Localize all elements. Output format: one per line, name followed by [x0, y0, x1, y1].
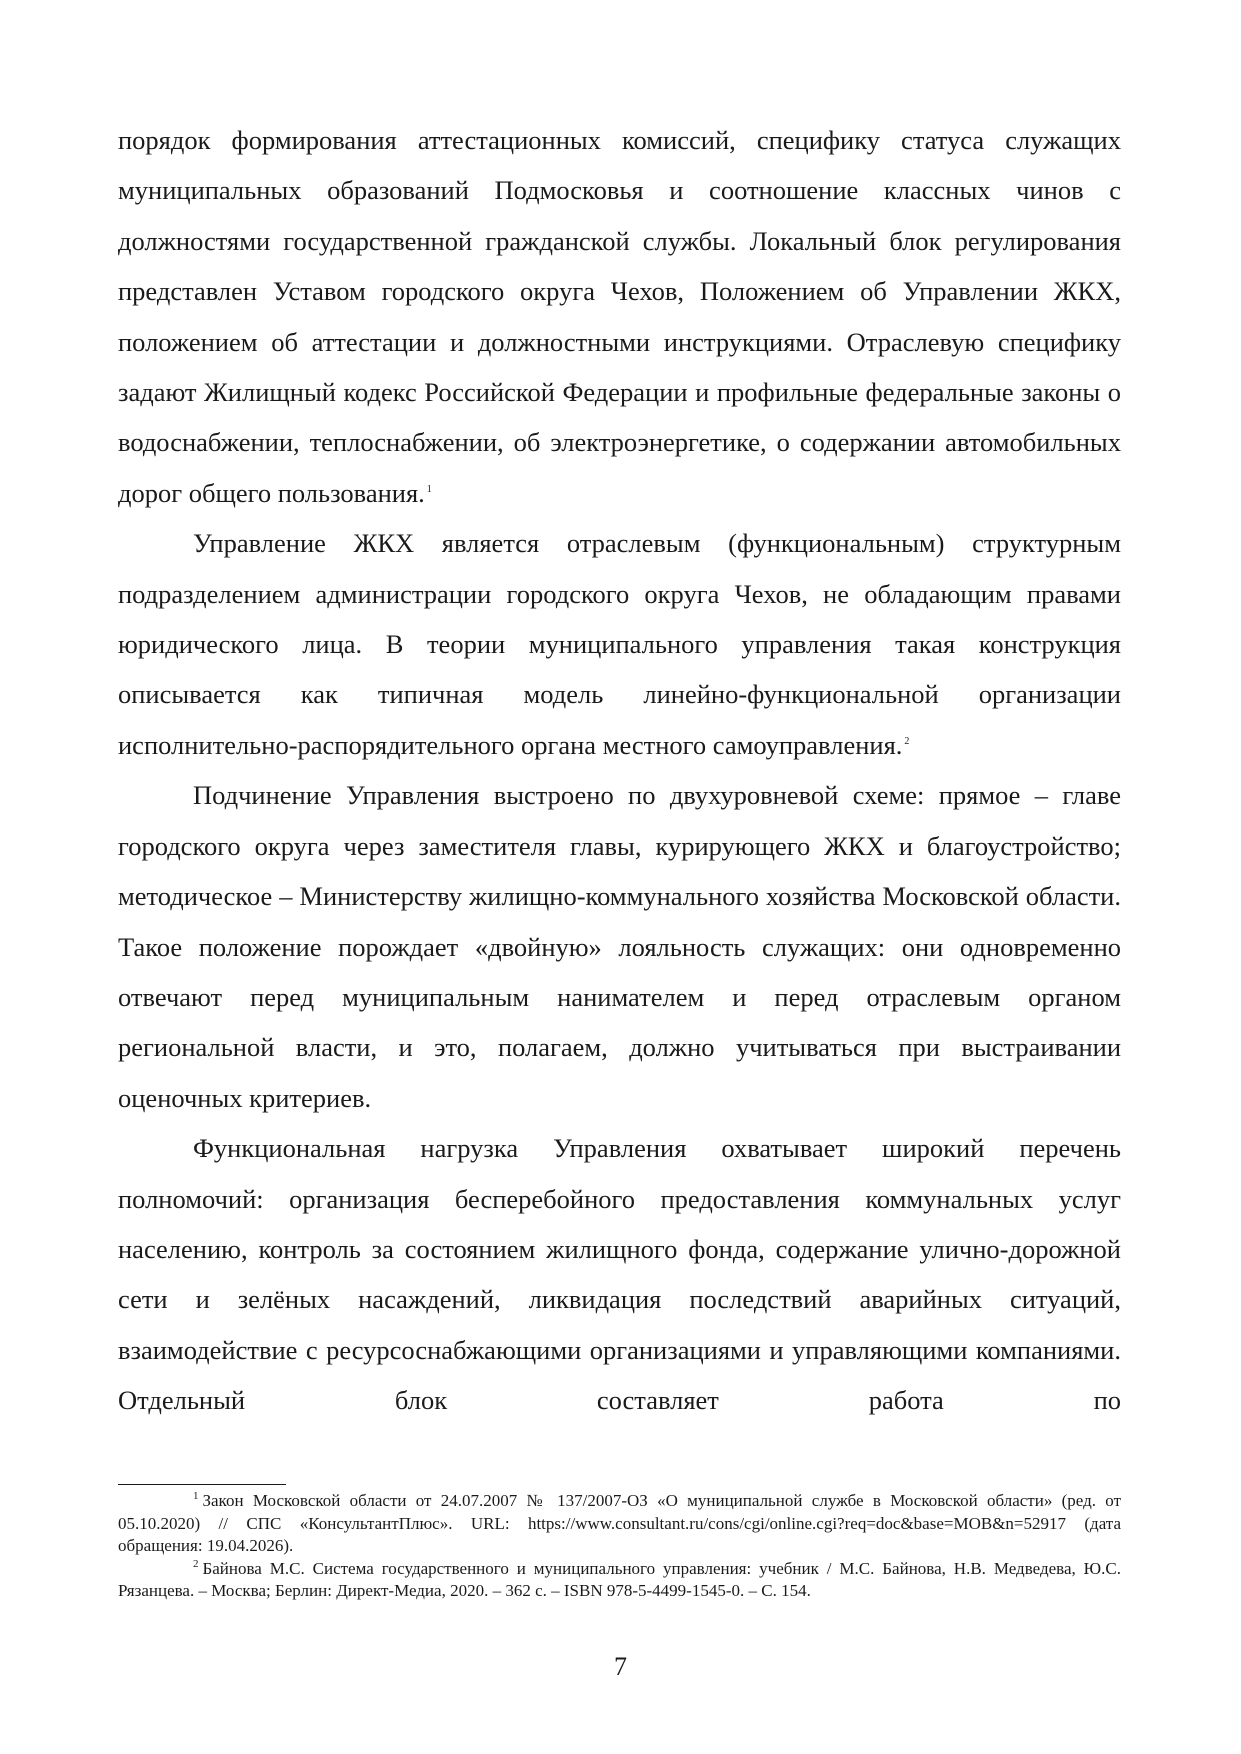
footnote-1: [118, 1490, 1121, 1558]
footnotes: [118, 1490, 1121, 1603]
paragraph-2: [118, 518, 1121, 770]
paragraph-1-text: порядок формирования аттестационных комиссий, специфику статуса служащих муниципальных образований Подмосковья и соотношение классных чинов с должностями государственной гражданской службы. Локальный блок регулирования представлен Уставом городского округа Чехов, Положением об Управлении ЖКХ, положением об аттестации и должностными инструкциями. Отраслевую специфику задают Жилищный кодекс Российской Федерации и профильные федеральные законы о водоснабжении, теплоснабжении, об электроэнергетике, о содержании автомобильных дорог общего пользования.: [118, 125, 1121, 508]
footnote-1-number: 1: [193, 1490, 199, 1503]
body-text: [118, 115, 1121, 1426]
paragraph-4: [118, 1123, 1121, 1425]
footnote-ref-2[interactable]: 2: [904, 736, 910, 748]
footnote-2-number: 2: [193, 1557, 199, 1570]
paragraph-2-text: Управление ЖКХ является отраслевым (функциональным) структурным подразделением администрации городского округа Чехов, не обладающим правами юридического лица. В теории муниципального управления такая конструкция описывается как типичная модель линейно-функциональной организации исполнительно-распорядительного органа местного самоуправления.: [118, 528, 1121, 760]
paragraph-3-text: Подчинение Управления выстроено по двухуровневой схеме: прямое – главе городского округа через заместителя главы, курирующего ЖКХ и благоустройство; методическое – Министерству жилищно-коммунального хозяйства Московской области. Такое положение порождает «двойную» лояльность служащих: они одновременно отвечают перед муниципальным нанимателем и перед отраслевым органом региональной власти, и это, полагаем, должно учитываться при выстраивании оценочных критериев.: [118, 780, 1121, 1113]
footnote-2: [118, 1558, 1121, 1603]
page-number: 7: [614, 1652, 627, 1681]
paragraph-4-text: Функциональная нагрузка Управления охватывает широкий перечень полномочий: организация бесперебойного предоставления коммунальных услуг населению, контроль за состоянием жилищного фонда, содержание улично-дорожной сети и зелёных насаждений, ликвидация последствий аварийных ситуаций, взаимодействие с ресурсоснабжающими организациями и управляющими компаниями. Отдельный блок составляет работа по: [118, 1133, 1121, 1416]
footnote-separator: [118, 1484, 286, 1485]
paragraph-1: [118, 115, 1121, 518]
paragraph-3: [118, 770, 1121, 1123]
footnote-1-text: Закон Московской области от 24.07.2007 № 137/2007-ОЗ «О муниципальной службе в Московской области» (ред. от 05.10.2020) // СПС «КонсультантПлюс». URL: https://www.consultant.ru/cons/cgi/online.cgi?req=doc&base=MOB&n=52917 (дата обращения: 19.04.2026).: [118, 1491, 1121, 1555]
footnote-ref-1[interactable]: 1: [426, 484, 432, 496]
footnote-2-text: Байнова М.С. Система государственного и муниципального управления: учебник / М.С. Байнова, Н.В. Медведева, Ю.С. Рязанцева. – Москва; Берлин: Директ-Медиа, 2020. – 362 с. – ISBN 978-5-4499-1545-0. – С. 154.: [118, 1558, 1121, 1600]
